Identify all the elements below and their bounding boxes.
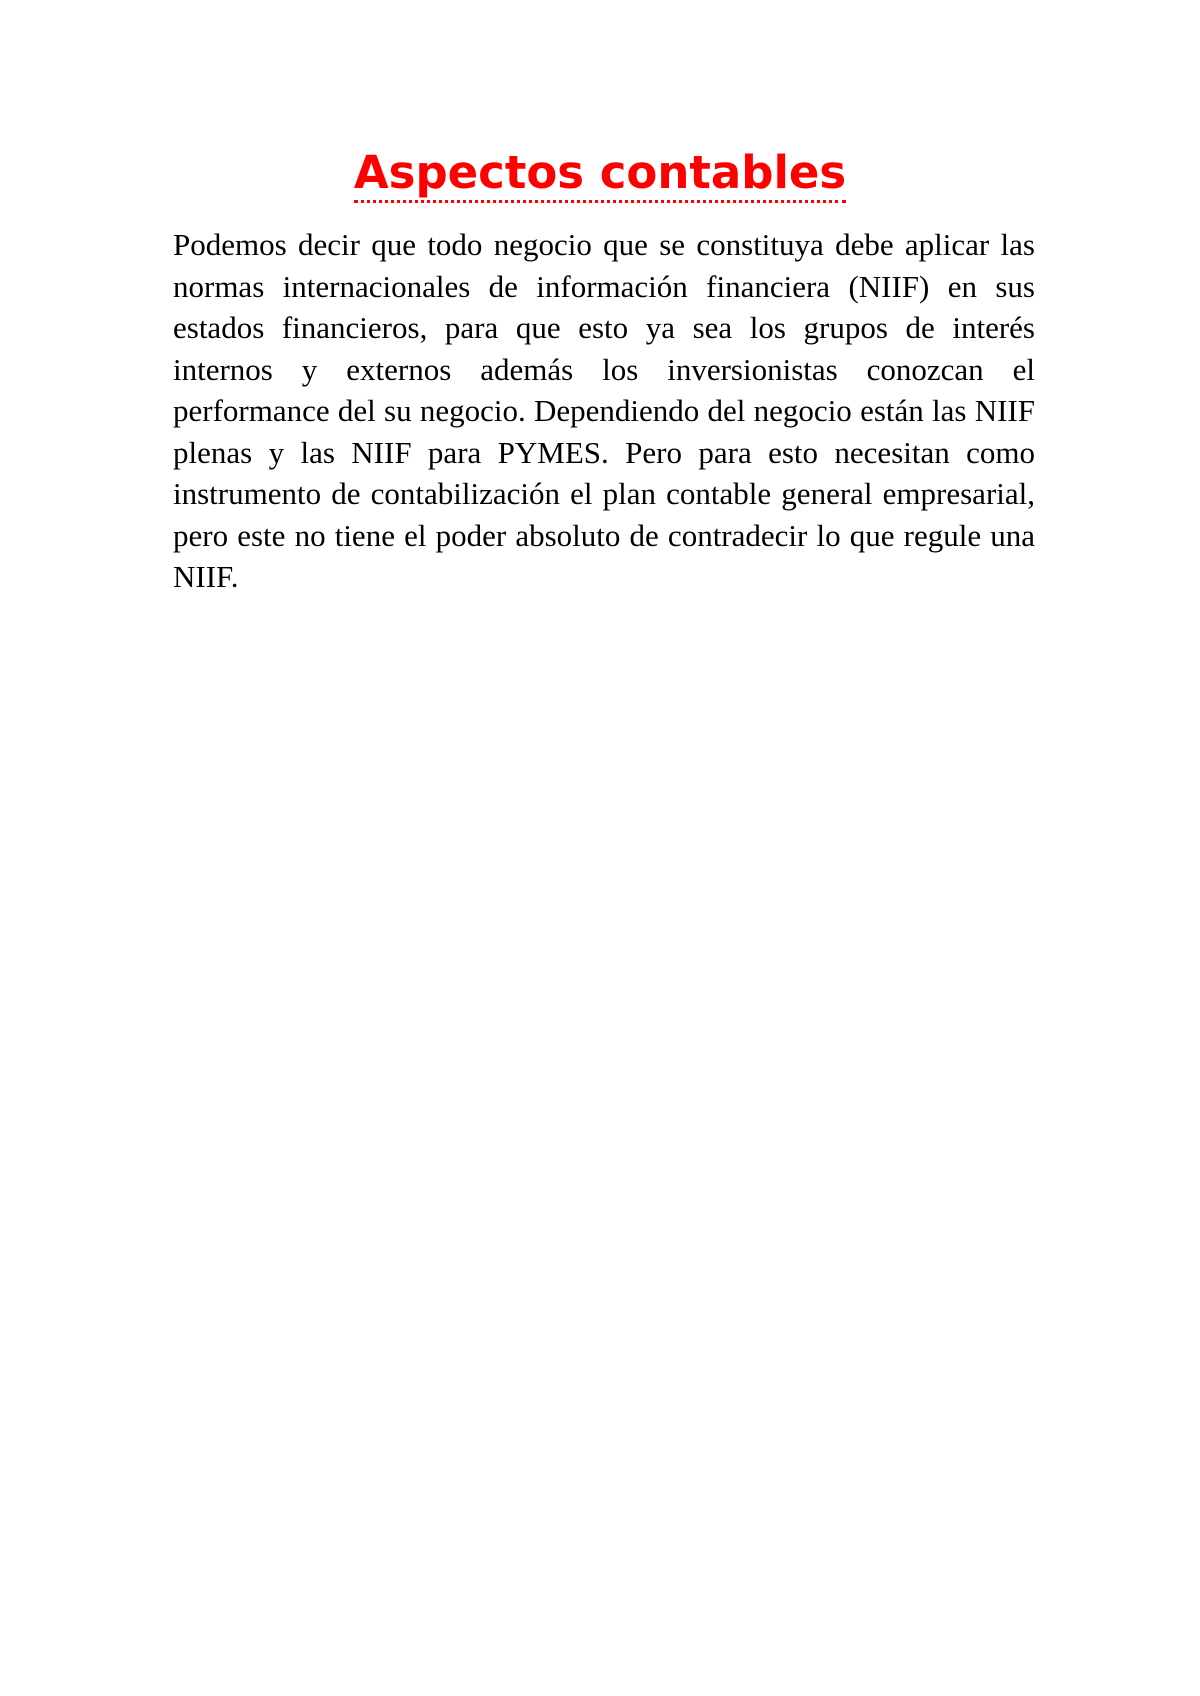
document-title-text: Aspectos contables	[354, 146, 846, 203]
document-title	[0, 145, 1200, 201]
document-paragraph: Podemos decir que todo negocio que se constituya debe aplicar las normas internacionales de información financiera (NIIF) en sus estados financieros, para que esto ya sea los grupos de interés internos y externos además los inversionistas conozcan el performance del su negocio. Dependiendo del negocio están las NIIF plenas y las NIIF para PYMES. Pero para esto necesitan como instrumento de contabilización el plan contable general empresarial, pero este no tiene el poder absoluto de contradecir lo que regule una NIIF.	[173, 227, 1035, 594]
